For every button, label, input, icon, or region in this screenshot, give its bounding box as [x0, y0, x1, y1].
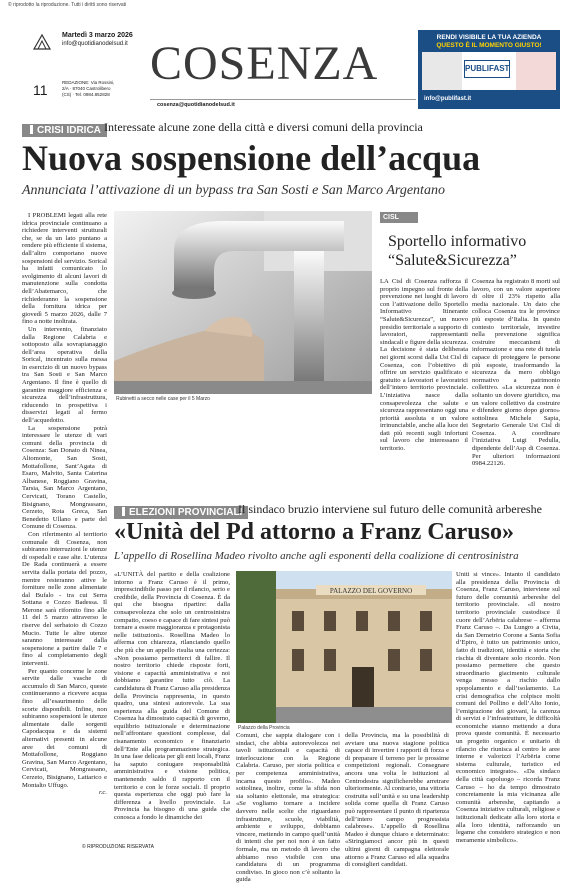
- paragraph: Con riferimento al territorio comunale di Cosenza, non subiranno interruzioni le utenze di ospedali e case alte. L’utenza De Rada continuerà a essere servita dalla portata del pozzo, mentre resteranno attive le forniture nelle zone alimentate dal Bufalo - tra cui Serra Sottana e Cozzo Badessa. Il Merone sarà rifornito fino alle 11 del 5 marzo attraverso le riserve del serbatoio di Cozzo Mucio. Tutte le altre utenze saranno interessate dalla sospensione a partire dalle 7 e fino al completamento degli interventi.: [22, 530, 107, 668]
- redazione-info: REDAZIONE: Via Rossini, 2/A · 87040 Castrolibero (CS) · Tel. 0984.852828: [62, 80, 115, 97]
- section-tag: ELEZIONI PROVINCIALI: [114, 506, 248, 519]
- section-header-crisi-idrica: [22, 120, 423, 136]
- article-body-column: della Provincia, ma la possibilità di avviare una nuova stagione politica capace di invertire i rapporti di forza e di preparare il terreno per le prossime competizioni regionali. Consegnare ancora una volta le istituzioni al Centrodestra significherebbe arretrare ulteriormente. Al contrario, una vittoria costruita sull’unità e su una leadership solida come quella di Franz Caruso può rappresentare il punto di ripartenza dell’intero campo progressista calabrese». L’appello di Rosellina Madeo è dunque chiaro e determinato: «Stringiamoci ancor più in questi ultimi giorni di campagna elettorale attorno a Franz Caruso ed alla squadra di consiglieri candidati.: [345, 732, 450, 869]
- faucet-illustration: [114, 211, 372, 394]
- ad-line-2: QUESTO È IL MOMENTO GIUSTO!: [436, 42, 542, 49]
- paragraph: Per quanto concerne le zone servite dalle vasche di accumulo di San Marco, queste continueranno a ricevere acqua fino all’esaurimento delle scorte disponibili. Infine, non subiranno sospensioni le utenze alimentate dalle sorgenti Capodacqua e da sistemi alternativi presenti in alcune aree dei comuni di Mottafollone, Roggiano Gravina, San Marco Argentano, Cervicati, Mongrassano, Cerzeto, Bisignano, Lattarico e Montalto Uffugo.: [22, 667, 107, 789]
- section-header-elezioni: [114, 502, 542, 518]
- subheadline: Annunciata l’attivazione di un bypass tra San Sosti e San Marco Argentano: [22, 183, 445, 198]
- article-body-column: Comuni, che sappia dialogare con i sindaci, che abbia autorevolezza nei tavoli istituzionali e capacità di interlocuzione con la Regione Calabria. Caruso, per storia politica e per competenza amministrativa, incarna questo profilo». Madeo sottolinea, inoltre, come la sfida non sia soltanto elettorale, ma strategica: «Se vogliamo tornare a incidere davvero nelle scelte che riguardano infrastrutture, scuole, viabilità, ambiente e sviluppo, dobbiamo vincere, mettendo in campo quell’unità di intenti che per noi non è un fatto formale, ma un metodo di lavoro che abbiamo reso visibile con una candidatura di un programma condiviso. In gioco non c’è soltanto la guida: [236, 732, 340, 884]
- ad-brand-logo: PUBLIFAST: [464, 60, 510, 78]
- page-number: 11: [33, 82, 48, 98]
- ad-line-1: RENDI VISIBILE LA TUA AZIENDA: [436, 34, 542, 41]
- paragraph: I PROBLEMI legati alla rete idrica provinciale continuano a richiedere interventi strutturali che, se da un lato puntano a rendere più efficiente il sistema, dall’altro comportano nuove sospensioni del servizio. Sorical ha infatti comunicato lo svolgimento di alcuni lavori di manutenzione sulla condotta dell’Abatemarco, che richiederanno la sospensione della fornitura idrica per giovedì 5 marzo 2026, dalle 7 fino a notte inoltrata.: [22, 212, 107, 326]
- newspaper-logo-icon: [33, 34, 51, 50]
- building-sign: PALAZZO DEL GOVERNO: [329, 587, 413, 595]
- ad-email[interactable]: info@publifast.it: [424, 96, 472, 102]
- article-body-column: Uniti si vince». Intanto il candidato alla presidenza della Provincia di Cosenza, Franz Caruso, interviene sul futuro delle comunità arbereshe del territorio provinciale. «Il nostro territorio provinciale custodisce il cuore dell’Arbëria calabrese – afferma Franz Caruso –. Da Lungro a Civita, da San Demetrio Corone a Santa Sofia d’Epiro, è tutto un patrimonio unico, fatto di tradizioni, identità e storia che rischia di diventare solo ricordo. Non possiamo permettere che questo straordinario giacimento culturale venga messo a rischio dallo spopolamento e dall’isolamento. La crisi demografica che colpisce molti comuni del Pollino e dell’Alto Ionio, l’emigrazione dei giovani, la carenza di servizi e l’infrastrutture, le difficoltà economiche stanno mettendo a dura prova queste comunità. È necessario un progetto organico e unitario di rilancio che riunisca al centro le aree interne e valorizzi l’Arbëria come sistema culturale, turistico ed economico integrato». «Da sindaco della città capoluogo – ricorda Franz Caruso – ho da tempo dimostrato concretamente la mia vicinanza alle comunità arbereshe, capitando a Cosenza iniziative culturali, religiose e istituzionali dedicate alla loro storia e alla loro identità, rafforzando un legame che considero strategico e non meramente simbolico».: [456, 571, 560, 844]
- article-body-column: [22, 212, 107, 842]
- contact-email[interactable]: cosenza@quotidianodelsud.it: [157, 102, 235, 108]
- signature: r.c.: [98, 789, 107, 797]
- advertisement[interactable]: [418, 30, 560, 109]
- photo-caption: Palazzo della Provincia: [238, 725, 290, 731]
- cisl-title: Sportello informativo “Salute&Sicurezza”: [388, 233, 527, 269]
- cisl-tag: CISL: [380, 212, 418, 223]
- building-illustration: [236, 571, 452, 723]
- cisl-body-column: LA Cisl di Cosenza rafforza il proprio impegno sul fronte della prevenzione nei luoghi di lavoro con l’attivazione dello Sportello Informativo Itinerante “Salute&Sicurezza”, un nuovo presidio territoriale a supporto di lavoratori, rappresentanti sindacali e figure della sicurezza. La decisione è stata deliberata nei giorni scorsi dalla Ust Cisl di Cosenza, con l’obiettivo di offrire un servizio qualificato e gratuito a lavoratori e lavoratrici dell’intero territorio provinciale. L’iniziativa nasce dalla consapevolezza che salute e sicurezza rappresentano oggi una priorità assoluta e un valore irrinunciabile, anche alla luce dei dati più recenti sugli infortuni sul lavoro che interessano il territorio.: [380, 278, 468, 453]
- section-city-title: COSENZA: [150, 37, 379, 90]
- paragraph: La sospensione potrà interessare le utenze di vari comuni della provincia di Cosenza: San Donato di Ninea, Altomonte, San Sosti, Mottafollone, Sant’Agata di Esaro, Malvito, Santa Caterina Albanese, Roggiano Gravina, Tarsia, San Marco Argentano, Cervicati, Torano Castello, Bisignano, Mongrassano, Cerzeto, Rota Greca, San Benedetto Ullano e parte del Comune di Cosenza.: [22, 424, 107, 531]
- photo-caption: Rubinetti a secco nelle case per il 5 Marzo: [116, 396, 210, 402]
- top-notice: © riprodotto la riproduzione. Tutti i diritti sono riservati: [8, 2, 127, 8]
- masthead-divider: [150, 99, 416, 100]
- paragraph: Un intervento, finanziato dalla Regione Calabria e sottoposto alla sovrapianaggio dell’area operativa della Sorical, incentrato sulla messa in esercizio di un nuovo bypass tra San Sosti e San Marco Argentano. Il fine è quello di garantire maggiore efficienza e sicurezza dell’infrastruttura, riducendo in prospettiva i disservizi legati al fermo dell’acquedotto.: [22, 325, 107, 425]
- masthead: [0, 22, 580, 114]
- kicker: Il sindaco bruzio interviene sul futuro delle comunità arbereshe: [238, 502, 542, 516]
- issue-date: Martedì 3 marzo 2026: [62, 32, 133, 39]
- headline: Nuova sospensione dell’acqua: [22, 138, 481, 178]
- faucet-photo: [114, 211, 372, 394]
- section-tag: CRISI IDRICA: [22, 124, 107, 137]
- article-body-column: «L’UNITÀ del partito e della coalizione intorno a Franz Caruso è il primo, imprescindibile passo per il rilancio, serio e credibile, della Provincia di Cosenza. È da qui che bisogna ripartire: dalla consapevolezza che solo un centrosinistra compatto, coeso e capace di fare sintesi può tornare a essere maggioranza e protagonista nelle istituzioni». Rosellina Madeo lo afferma con chiarezza, rilanciando quello che più che un appello risulta una certezza: «Non possiamo permetterci di fallire. Il nostro territorio chiede risposte forti, visione e capacità amministrativa e noi dobbiamo garantire tutto ciò. La candidatura di Franz Caruso alla presidenza della Provincia rappresenta, in questo quadro, una sintesi autorevole. La sua esperienza alla guida del Comune di Cosenza ha dimostrato capacità di governo, equilibrio istituzionale e determinazione nell’affrontare questioni complesse, dal risanamento economico e finanziario dell’Ente alla programmazione strategica. In una fase delicata per gli enti locali, Franz ha saputo coniugare responsabilità amministrativa e visione politica, mantenendo saldo il rapporto con il territorio e con le forze sociali. Il proprio questa esperienza che oggi può fare la differenza a livello provinciale. La Provincia ha bisogno di una guida che conosca a fondo le dinamiche dei: [114, 571, 230, 821]
- palazzo-photo: [236, 571, 452, 723]
- copyright-footer: © RIPRODUZIONE RISERVATA: [82, 844, 154, 850]
- headline: «Unità del Pd attorno a Franz Caruso»: [114, 519, 514, 545]
- kicker: Interessate alcune zone della città e diversi comuni della provincia: [104, 120, 423, 134]
- masthead-email[interactable]: info@quotidianodelsud.it: [62, 41, 128, 47]
- subheadline: L’appello di Rosellina Madeo rivolto anche agli esponenti della coalizione di centrosinistra: [114, 550, 519, 562]
- cisl-body-column: Cosenza ha registrato 8 morti sul lavoro, con un valore superiore di oltre il 23% rispetto alla media nazionale. Un dato che colloca Cosenza tra le province più esposte d’Italia. In questo contesto territoriale, investire nella prevenzione significa costruire meccanismi di informazione e una rete di tutela capace di proteggere le persone più esposte, trasformando la sicurezza da mero obbligo normativo a patrimonio collettivo. «La sicurezza non è soltanto un dovere giuridico, ma un valore collettivo da costruire e difendere giorno dopo giorno» sottolinea Michele Sapia, Segretario Generale Ust Cisl di Cosenza. A coordinare l’iniziativa Luigi Pedulla, dipendente dell’Asp di Cosenza. Per ulteriori informazioni 0984.22126.: [472, 278, 560, 468]
